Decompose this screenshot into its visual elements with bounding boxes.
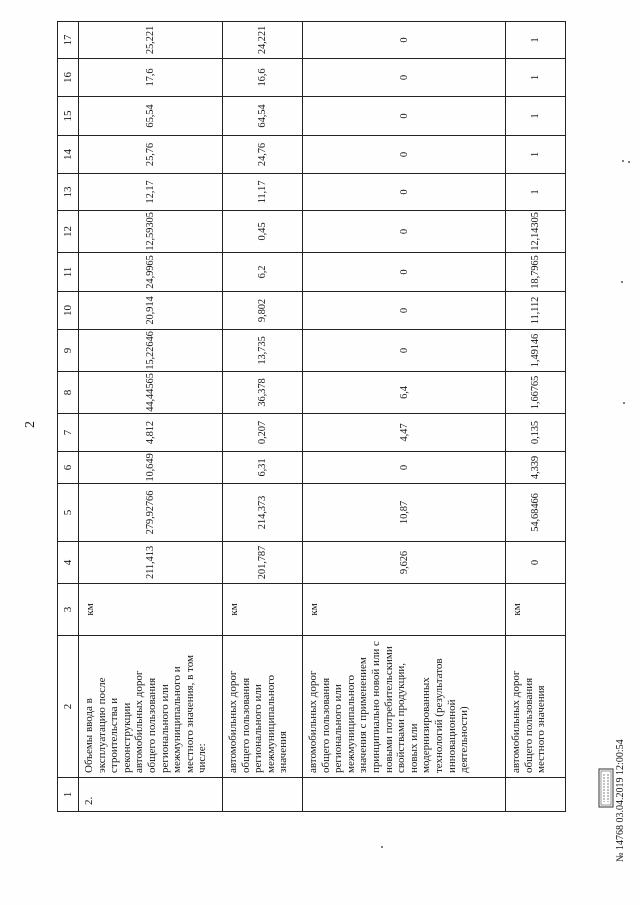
value-cell: 15,22646 xyxy=(79,330,223,372)
value-cell: 0 xyxy=(303,22,506,59)
value-cell: 0 xyxy=(303,452,506,484)
scan-artifact xyxy=(621,281,623,283)
unit-cell: км xyxy=(303,584,506,636)
column-number-header: 5 xyxy=(58,484,79,542)
table-row xyxy=(79,22,223,812)
value-cell: 12,59305 xyxy=(79,211,223,253)
column-number-header: 14 xyxy=(58,136,79,174)
value-cell: 11,112 xyxy=(506,292,566,330)
column-number-header: 17 xyxy=(58,22,79,59)
unit-cell: км xyxy=(506,584,566,636)
scan-artifact xyxy=(623,402,625,404)
table-row xyxy=(303,22,506,812)
column-number-header: 15 xyxy=(58,97,79,136)
value-cell: 0 xyxy=(303,330,506,372)
column-number-header: 10 xyxy=(58,292,79,330)
column-number-header: 9 xyxy=(58,330,79,372)
value-cell: 20,914 xyxy=(79,292,223,330)
row-number-cell xyxy=(303,778,506,812)
value-cell: 65,54 xyxy=(79,97,223,136)
value-cell: 0 xyxy=(303,136,506,174)
value-cell: 24,76 xyxy=(223,136,303,174)
value-cell: 24,9965 xyxy=(79,253,223,292)
rotated-table-sheet xyxy=(57,22,565,812)
value-cell: 18,7965 xyxy=(506,253,566,292)
column-number-header: 16 xyxy=(58,59,79,97)
indicator-name-cell: автомобильных дорог общего пользования регионального или межмуниципального значения xyxy=(223,636,303,778)
value-cell: 25,221 xyxy=(79,22,223,59)
indicator-name-cell: автомобильных дорог общего пользования регионального или межмуниципального значения с применением принципиально новой или с новыми потребительскими свойствами продукции, новых или модернизированных технологий (результатов инновационной деятельности) xyxy=(303,636,506,778)
value-cell: 0 xyxy=(303,59,506,97)
value-cell: 211,413 xyxy=(79,542,223,584)
value-cell: 16,6 xyxy=(223,59,303,97)
column-number-header: 6 xyxy=(58,452,79,484)
value-cell: 0,135 xyxy=(506,414,566,452)
value-cell: 13,735 xyxy=(223,330,303,372)
column-number-header: 8 xyxy=(58,372,79,414)
value-cell: 4,812 xyxy=(79,414,223,452)
header-row xyxy=(58,22,79,812)
row-number-cell xyxy=(506,778,566,812)
value-cell: 12,17 xyxy=(79,174,223,211)
value-cell: 24,221 xyxy=(223,22,303,59)
value-cell: 1,49146 xyxy=(506,330,566,372)
indicator-name-cell: Объемы ввода в эксплуатацию после строительства и реконструкции автомобильных дорог общего пользования регионального или межмуниципального и местного значения, в том числе: xyxy=(79,636,223,778)
value-cell: 10,649 xyxy=(79,452,223,484)
value-cell: 6,2 xyxy=(223,253,303,292)
row-number-cell: 2. xyxy=(79,778,223,812)
value-cell: 0 xyxy=(303,97,506,136)
value-cell: 25,76 xyxy=(79,136,223,174)
value-cell: 1 xyxy=(506,174,566,211)
column-number-header: 1 xyxy=(58,778,79,812)
value-cell: 0,207 xyxy=(223,414,303,452)
value-cell: 0 xyxy=(303,174,506,211)
scan-artifact xyxy=(628,161,630,163)
value-cell: 44,44565 xyxy=(79,372,223,414)
table-row xyxy=(223,22,303,812)
indicator-name-cell: автомобильных дорог общего пользования местного значения xyxy=(506,636,566,778)
scan-artifact xyxy=(381,846,383,848)
value-cell: 201,787 xyxy=(223,542,303,584)
value-cell: 0 xyxy=(303,253,506,292)
value-cell: 214,373 xyxy=(223,484,303,542)
value-cell: 9,626 xyxy=(303,542,506,584)
page-number: 2 xyxy=(23,421,38,428)
value-cell: 0 xyxy=(303,292,506,330)
unit-cell: км xyxy=(223,584,303,636)
value-cell: 36,378 xyxy=(223,372,303,414)
value-cell: 6,4 xyxy=(303,372,506,414)
column-number-header: 3 xyxy=(58,584,79,636)
value-cell: 11,17 xyxy=(223,174,303,211)
value-cell: 279,92766 xyxy=(79,484,223,542)
value-cell: 54,68466 xyxy=(506,484,566,542)
column-number-header: 13 xyxy=(58,174,79,211)
column-number-header: 7 xyxy=(58,414,79,452)
value-cell: 64,54 xyxy=(223,97,303,136)
value-cell: 6,31 xyxy=(223,452,303,484)
value-cell: 1 xyxy=(506,136,566,174)
registration-stamp-text: № 14768 03.04.2019 12:00:54 xyxy=(615,739,626,862)
unit-cell: км xyxy=(79,584,223,636)
value-cell: 12,14305 xyxy=(506,211,566,253)
value-cell: 0,45 xyxy=(223,211,303,253)
value-cell: 1,66765 xyxy=(506,372,566,414)
row-number-cell xyxy=(223,778,303,812)
table-row xyxy=(506,22,566,812)
data-table xyxy=(57,21,566,812)
column-number-header: 11 xyxy=(58,253,79,292)
registration-emblem-icon xyxy=(598,768,614,808)
scan-artifact xyxy=(622,160,624,162)
value-cell: 1 xyxy=(506,59,566,97)
column-number-header: 4 xyxy=(58,542,79,584)
value-cell: 1 xyxy=(506,97,566,136)
value-cell: 0 xyxy=(303,211,506,253)
value-cell: 0 xyxy=(506,542,566,584)
value-cell: 9,802 xyxy=(223,292,303,330)
value-cell: 17,6 xyxy=(79,59,223,97)
value-cell: 10,87 xyxy=(303,484,506,542)
value-cell: 4,339 xyxy=(506,452,566,484)
column-number-header: 12 xyxy=(58,211,79,253)
value-cell: 4,47 xyxy=(303,414,506,452)
value-cell: 1 xyxy=(506,22,566,59)
column-number-header: 2 xyxy=(58,636,79,778)
